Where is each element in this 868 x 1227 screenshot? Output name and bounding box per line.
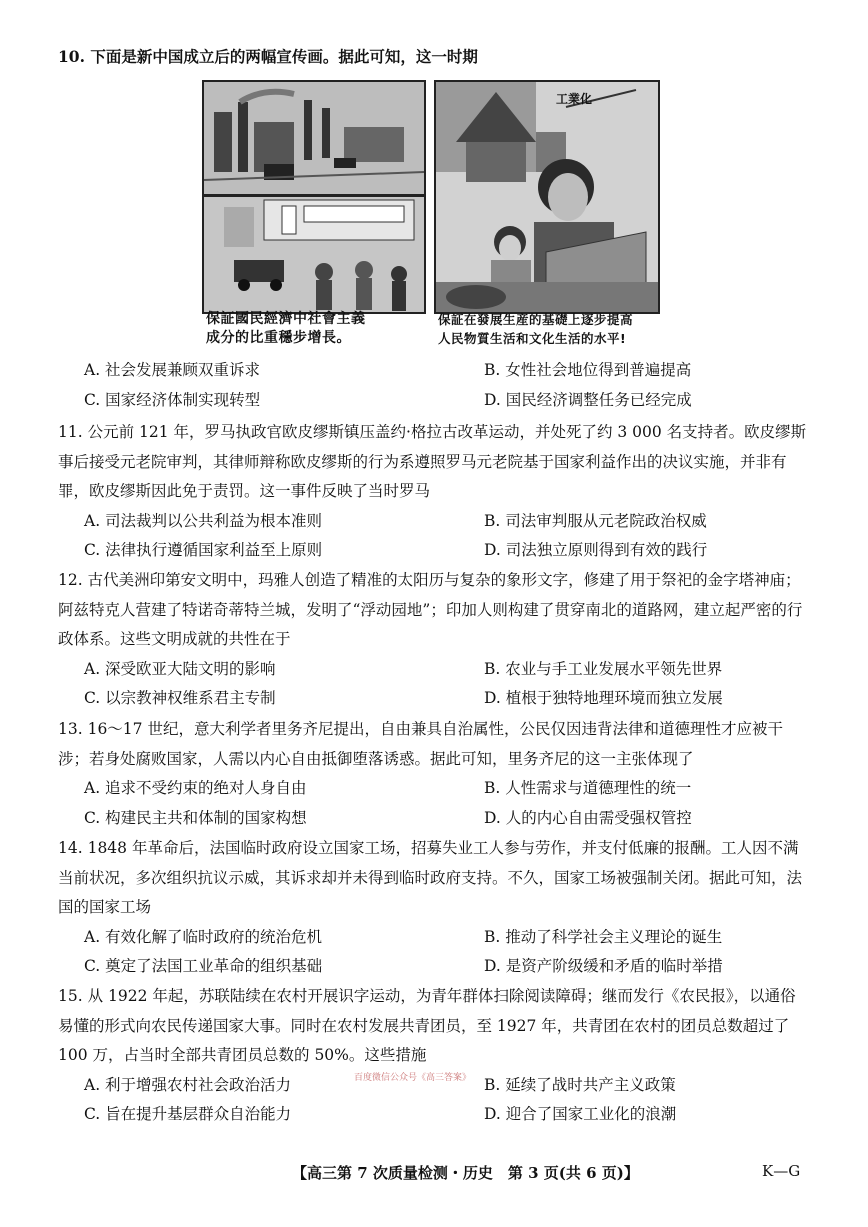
poster-right-caption-line-1: 保証在發展生産的基礎上逐步提高 — [438, 312, 634, 327]
poster-left-caption — [206, 310, 422, 348]
option-d[interactable]: D. 国民经济调整任务已经完成 — [484, 390, 692, 409]
question-15 — [58, 982, 810, 1130]
question-11-stem: 11. 公元前 121 年，罗马执政官欧皮缪斯镇压盖约·格拉古改革运动，并处死了约 3 000 名支持者。欧皮缪斯事后接受元老院审判，其律师辩称欧皮缪斯的行为系遵照罗马元老院基于国家利益作出的决议实施，并非有罪，欧皮缪斯因此免于责罚。这一事件反映了当时罗马 — [58, 423, 807, 500]
option-a[interactable]: A. 司法裁判以公共利益为根本准则 — [84, 511, 323, 530]
woman-child-illustration — [436, 82, 658, 312]
option-b[interactable]: B. 司法审判服从元老院政治权威 — [484, 511, 707, 530]
industry-illustration — [204, 82, 424, 312]
option-a[interactable]: A. 社会发展兼顾双重诉求 — [84, 361, 261, 379]
poster-right-caption — [438, 310, 660, 348]
option-c[interactable]: C. 构建民主共和体制的国家构想 — [84, 808, 307, 827]
question-13 — [58, 715, 810, 833]
question-11 — [58, 418, 810, 566]
option-d[interactable]: D. 是资产阶级缓和矛盾的临时举措 — [484, 957, 723, 975]
question-10-stem: 10. 下面是新中国成立后的两幅宣传画。据此可知，这一时期 — [58, 47, 478, 66]
option-d[interactable]: D. 植根于独特地理环境而独立发展 — [484, 689, 723, 707]
question-15-stem: 15. 从 1922 年起，苏联陆续在农村开展识字运动，为青年群体扫除阅读障碍；继而发行《农民报》，以通俗易懂的形式向农民传递国家大事。同时在农村发展共青团员，至 1927 年，共青团在农村的团员总数超过了 100 万，占当时全部共青团员总数的 50%。这些措施 — [58, 987, 796, 1064]
option-b[interactable]: B. 人性需求与道德理性的统一 — [484, 779, 692, 797]
watermark: 百度微信公众号《高三答案》 — [354, 1073, 472, 1083]
option-c[interactable]: C. 旨在提升基层群众自治能力 — [84, 1105, 292, 1123]
question-12-stem: 12. 古代美洲印第安文明中，玛雅人创造了精准的太阳历与复杂的象形文字，修建了用于祭祀的金字塔神庙；阿兹特克人营建了特诺奇蒂特兰城，发明了“浮动园地”；印加人则构建了贯穿南北的道路网，建立起严密的行政体系。这些文明成就的共性在于 — [58, 571, 803, 648]
poster-left-image — [202, 80, 426, 314]
option-d[interactable]: D. 迎合了国家工业化的浪潮 — [484, 1105, 677, 1123]
footer-code: K—G — [762, 1162, 801, 1180]
question-14-stem: 14. 1848 年革命后，法国临时政府设立国家工场，招募失业工人参与劳作，并支付低廉的报酬。工人因不满当前状况，多次组织抗议示威，其诉求却并未得到临时政府支持。不久，国家工场被强制关闭。据此可知，法国的国家工场 — [58, 839, 803, 916]
option-a[interactable]: A. 利于增强农村社会政治活力 — [84, 1075, 292, 1094]
option-c[interactable]: C. 国家经济体制实现转型 — [84, 390, 261, 409]
option-a[interactable]: A. 有效化解了临时政府的统治危机 — [84, 927, 323, 946]
question-10-options — [58, 356, 810, 415]
option-c[interactable]: C. 法律执行遵循国家利益至上原则 — [84, 541, 323, 559]
poster-right-image — [434, 80, 660, 314]
footer-title: 【高三第 7 次质量检测・历史 第 3 页(共 6 页)】 — [292, 1164, 639, 1182]
option-b[interactable]: B. 延续了战时共产主义政策 — [484, 1075, 676, 1094]
option-d[interactable]: D. 司法独立原则得到有效的践行 — [484, 541, 708, 559]
question-10 — [58, 42, 810, 72]
option-b[interactable]: B. 农业与手工业发展水平领先世界 — [484, 659, 723, 678]
poster-right-caption-line-2: 人民物質生活和文化生活的水平! — [438, 331, 627, 346]
option-b[interactable]: B. 女性社会地位得到普遍提高 — [484, 361, 692, 379]
option-a[interactable]: A. 深受欧亚大陆文明的影响 — [84, 659, 276, 678]
option-a[interactable]: A. 追求不受约束的绝对人身自由 — [84, 779, 307, 797]
question-14 — [58, 834, 810, 982]
poster-top-slogan: 工業化 — [556, 92, 593, 106]
option-c[interactable]: C. 以宗教神权维系君主专制 — [84, 689, 276, 707]
question-12 — [58, 566, 810, 714]
option-d[interactable]: D. 人的内心自由需受强权管控 — [484, 808, 692, 827]
option-b[interactable]: B. 推动了科学社会主义理论的诞生 — [484, 927, 723, 946]
option-c[interactable]: C. 奠定了法国工业革命的组织基础 — [84, 957, 323, 975]
poster-left-caption-line-2: 成分的比重穩步增長。 — [206, 330, 351, 346]
poster-left-caption-line-1: 保証國民經濟中社會主義 — [206, 311, 366, 327]
propaganda-posters — [202, 80, 662, 348]
question-13-stem: 13. 16～17 世纪，意大利学者里务齐尼提出，自由兼具自治属性，公民仅因违背法律和道德理性才应被干涉；若身处腐败国家，人需以内心自由抵御堕落诱惑。据此可知，里务齐尼的这一主张体现了 — [58, 720, 783, 768]
